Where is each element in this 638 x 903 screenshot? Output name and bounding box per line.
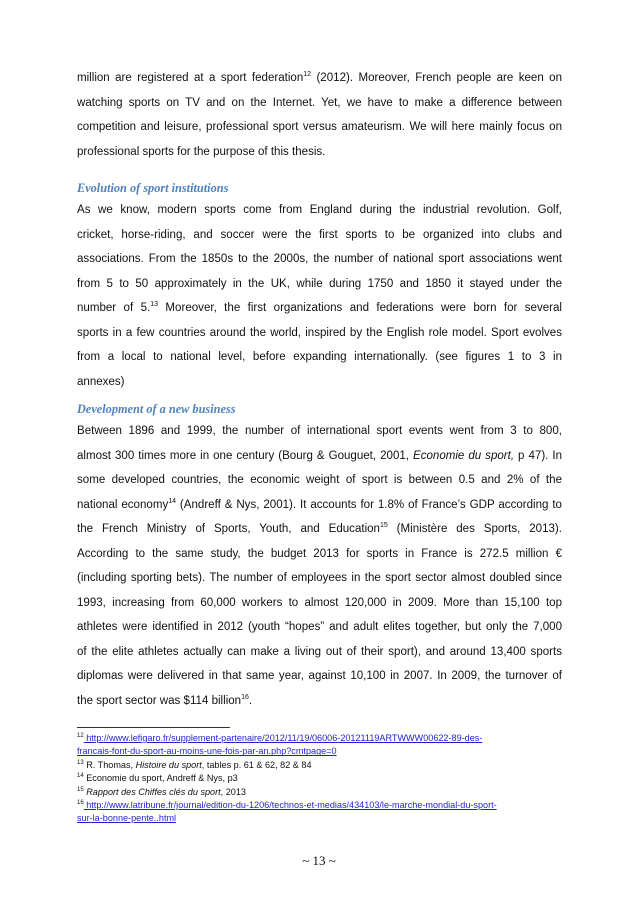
text-line: watching sports on TV and on the Internet. Yet, we have to make a difference between — [77, 96, 562, 109]
footnote-12-link-cont[interactable]: francais-font-du-sport-au-moins-une-fois-par-an.php?cmtpage=0 — [77, 746, 337, 757]
paragraph-intro — [77, 66, 562, 164]
footnotes — [77, 732, 562, 826]
footnote-14: $^{14}$ Economie du sport, Andreff & Nys, p3 — [77, 773, 238, 784]
footnote-16-cont — [77, 812, 562, 825]
text-line: national economy$^{14}$ (Andreff & Nys, 2001). It accounts for 1.8% of France’s GDP according to — [77, 497, 562, 511]
text-line: annexes) — [77, 375, 125, 388]
footnote-16-link[interactable]: http://www.latribune.fr/journal/edition-du-1206/technos-et-medias/434103/le-marche-mondial-du-sport- — [83, 799, 497, 810]
text-line: cricket, horse-riding, and soccer were the first sports to be organized into clubs and — [77, 228, 562, 241]
text-line: According to the same study, the budget 2013 for sports in France is 272.5 million € — [77, 547, 562, 560]
text-line: from a local to national level, before expanding internationally. (see figures 1 to 3 in — [77, 351, 562, 363]
text-line: million are registered at a sport federation$^{12}$ (2012). Moreover, French people are keen on — [77, 71, 562, 84]
footnote-ref-16: 16 — [241, 693, 249, 701]
text-line: 1993, increasing from 60,000 workers to almost 120,000 in 2009. More than 15,100 top — [77, 596, 562, 609]
section-heading-development: Development of a new business — [77, 402, 236, 416]
paragraph-development — [77, 419, 562, 713]
text-line: number of 5.13 Moreover, the first organizations and federations were born for several — [77, 301, 562, 314]
text-line: the French Ministry of Sports, Youth, and Education$^{15}$ (Ministère des Sports, 2013). — [77, 522, 562, 535]
text-line: from 5 to 50 approximately in the UK, while during 1750 and 1850 it stayed under the — [77, 277, 562, 290]
footnote-12: $^{12}$ http://www.lefigaro.fr/supplement-partenaire/2012/11/19/06006-20121119ARTWWW00622-89-des- — [77, 733, 483, 743]
footnote-12-cont — [77, 745, 562, 758]
text-line: sports in a few countries around the world, inspired by the English role model. Sport evolves — [77, 326, 562, 339]
text-line: of the elite athletes actually can make a living out of their sport), and around 13,400 sports — [77, 645, 562, 658]
text-line: diplomas were delivered in that same year, against 10,100 in 2007. In 2009, the turnover of — [77, 670, 562, 682]
footnote-ref-12: 12 — [303, 71, 312, 78]
footnote-15: $^{15}$ Rapport des Chiffes clés du sport, 2013 — [77, 786, 246, 797]
text-line: (including sporting bets). The number of employees in the sport sector almost doubled since — [77, 572, 562, 584]
footnote-16-link-cont[interactable]: sur-la-bonne-pente..html — [77, 813, 177, 824]
page-number: ~ 13 ~ — [302, 853, 336, 868]
text-line: As we know, modern sports come from England during the industrial revolution. Golf, — [77, 204, 562, 216]
footnote-ref-15: 15 — [379, 522, 388, 529]
paragraph-evolution — [77, 198, 562, 394]
text-line: some developed countries, the economic weight of sport is between 0.5 and 2% of the — [77, 474, 562, 486]
section-heading-evolution: Evolution of sport institutions — [77, 181, 229, 195]
text-line: almost 300 times more in one century (Bourg & Gouguet, 2001, Economie du sport, p 47). In — [77, 449, 562, 462]
text-line: professional sports for the purpose of this thesis. — [77, 145, 326, 158]
text-line: the sport sector was $114 billion$^{16}$. — [77, 693, 253, 707]
text-line: athletes were identified in 2012 (youth “hopes” and adult elites together, but only the 7,000 — [77, 621, 562, 633]
text-line: competition and leisure, professional sport versus amateurism. We will here mainly focus on — [77, 121, 562, 133]
footnote-13: $^{13}$ R. Thomas, Histoire du sport, tables p. 61 & 62, 82 & 84 — [77, 759, 312, 770]
footnote-separator — [77, 727, 230, 728]
footnote-12-link[interactable]: http://www.lefigaro.fr/supplement-partenaire/2012/11/19/06006-20121119ARTWWW00622-89-des- — [83, 733, 483, 743]
footnote-16: $^{16}$ http://www.latribune.fr/journal/edition-du-1206/technos-et-medias/434103/le-marche-mondial-du-sport- — [77, 799, 497, 810]
footnote-ref-13: 13 — [150, 301, 159, 308]
text-line: associations. From the 1850s to the 2000s, the number of national sport associations went — [77, 253, 562, 265]
footnote-ref-14: 14 — [168, 497, 177, 505]
text-line: Between 1896 and 1999, the number of international sport events went from 3 to 800, — [77, 425, 562, 437]
